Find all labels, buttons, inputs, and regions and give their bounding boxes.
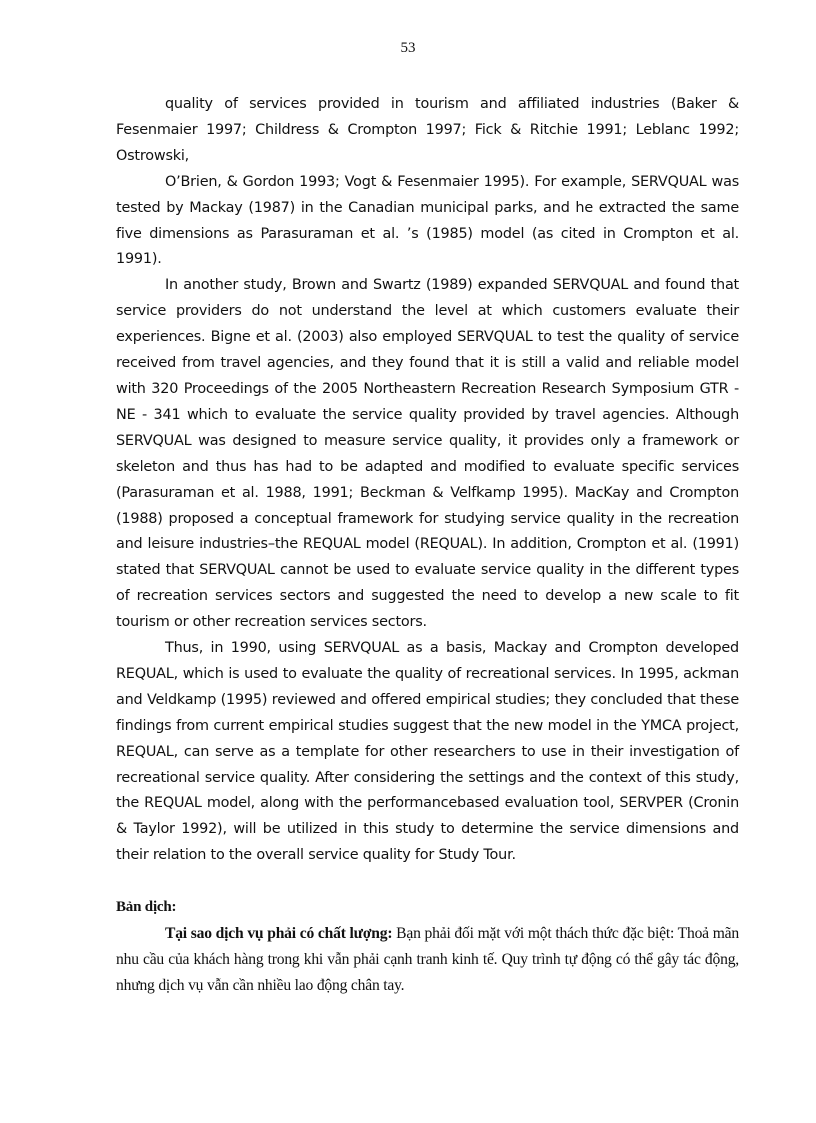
- paragraph-3: In another study, Brown and Swartz (1989) expanded SERVQUAL and found that service providers do not understand the level at which customers evaluate their experiences. Bigne et al. (2003) also employed SERVQUAL to test the quality of service received from travel agencies, and they found that it is still a valid and reliable model with 320 Proceedings of the 2005 Northeastern Recreation Research Symposium GTR - NE - 341 which to evaluate the service quality provided by travel agencies. Although SERVQUAL was designed to measure service quality, it provides only a framework or skeleton and thus has had to be adapted and modified to evaluate specific services (Parasuraman et al. 1988, 1991; Beckman & Velfkamp 1995). MacKay and Crompton (1988) proposed a conceptual framework for studying service quality in the recreation and leisure industries–the REQUAL model (REQUAL). In addition, Crompton et al. (1991) stated that SERVQUAL cannot be used to evaluate service quality in the different types of recreation services sectors and suggested the need to develop a new scale to fit tourism or other recreation services sectors.: [116, 277, 739, 631]
- paragraph-1: quality of services provided in tourism and affiliated industries (Baker & Fesenmaier 1997; Childress & Crompton 1997; Fick & Ritchie 1991; Leblanc 1992; Ostrowski,: [116, 96, 739, 164]
- translation-label: Bản dịch:: [116, 899, 177, 916]
- translation-paragraph: [116, 921, 739, 999]
- translation-section: [116, 895, 739, 999]
- translation-text: Bạn phải đối mặt với một thách thức đặc biệt: Thoả mãn nhu cầu của khách hàng trong khi vẫn phải cạnh tranh kinh tế. Quy trình tự động có thể gây tác động, nhưng dịch vụ vẫn cần nhiều lao động chân tay.: [116, 925, 739, 994]
- paragraph-2: O’Brien, & Gordon 1993; Vogt & Fesenmaier 1995). For example, SERVQUAL was tested by Mackay (1987) in the Canadian municipal parks, and he extracted the same five dimensions as Parasuraman et al. ’s (1985) model (as cited in Crompton et al. 1991).: [116, 173, 739, 268]
- paragraph-4: Thus, in 1990, using SERVQUAL as a basis, Mackay and Crompton developed REQUAL, which is used to evaluate the quality of recreational services. In 1995, ackman and Veldkamp (1995) reviewed and offered empirical studies; they concluded that these findings from current empirical studies suggest that the new model in the YMCA project, REQUAL, can serve as a template for other researchers to use in their investigation of recreational service quality. After considering the settings and the context of this study, the REQUAL model, along with the performancebased evaluation tool, SERVPER (Cronin & Taylor 1992), will be utilized in this study to determine the service dimensions and their relation to the overall service quality for Study Tour.: [116, 640, 739, 864]
- page-number: 53: [400, 40, 416, 56]
- translation-heading: Tại sao dịch vụ phải có chất lượng:: [165, 925, 393, 943]
- body-text: [116, 92, 739, 999]
